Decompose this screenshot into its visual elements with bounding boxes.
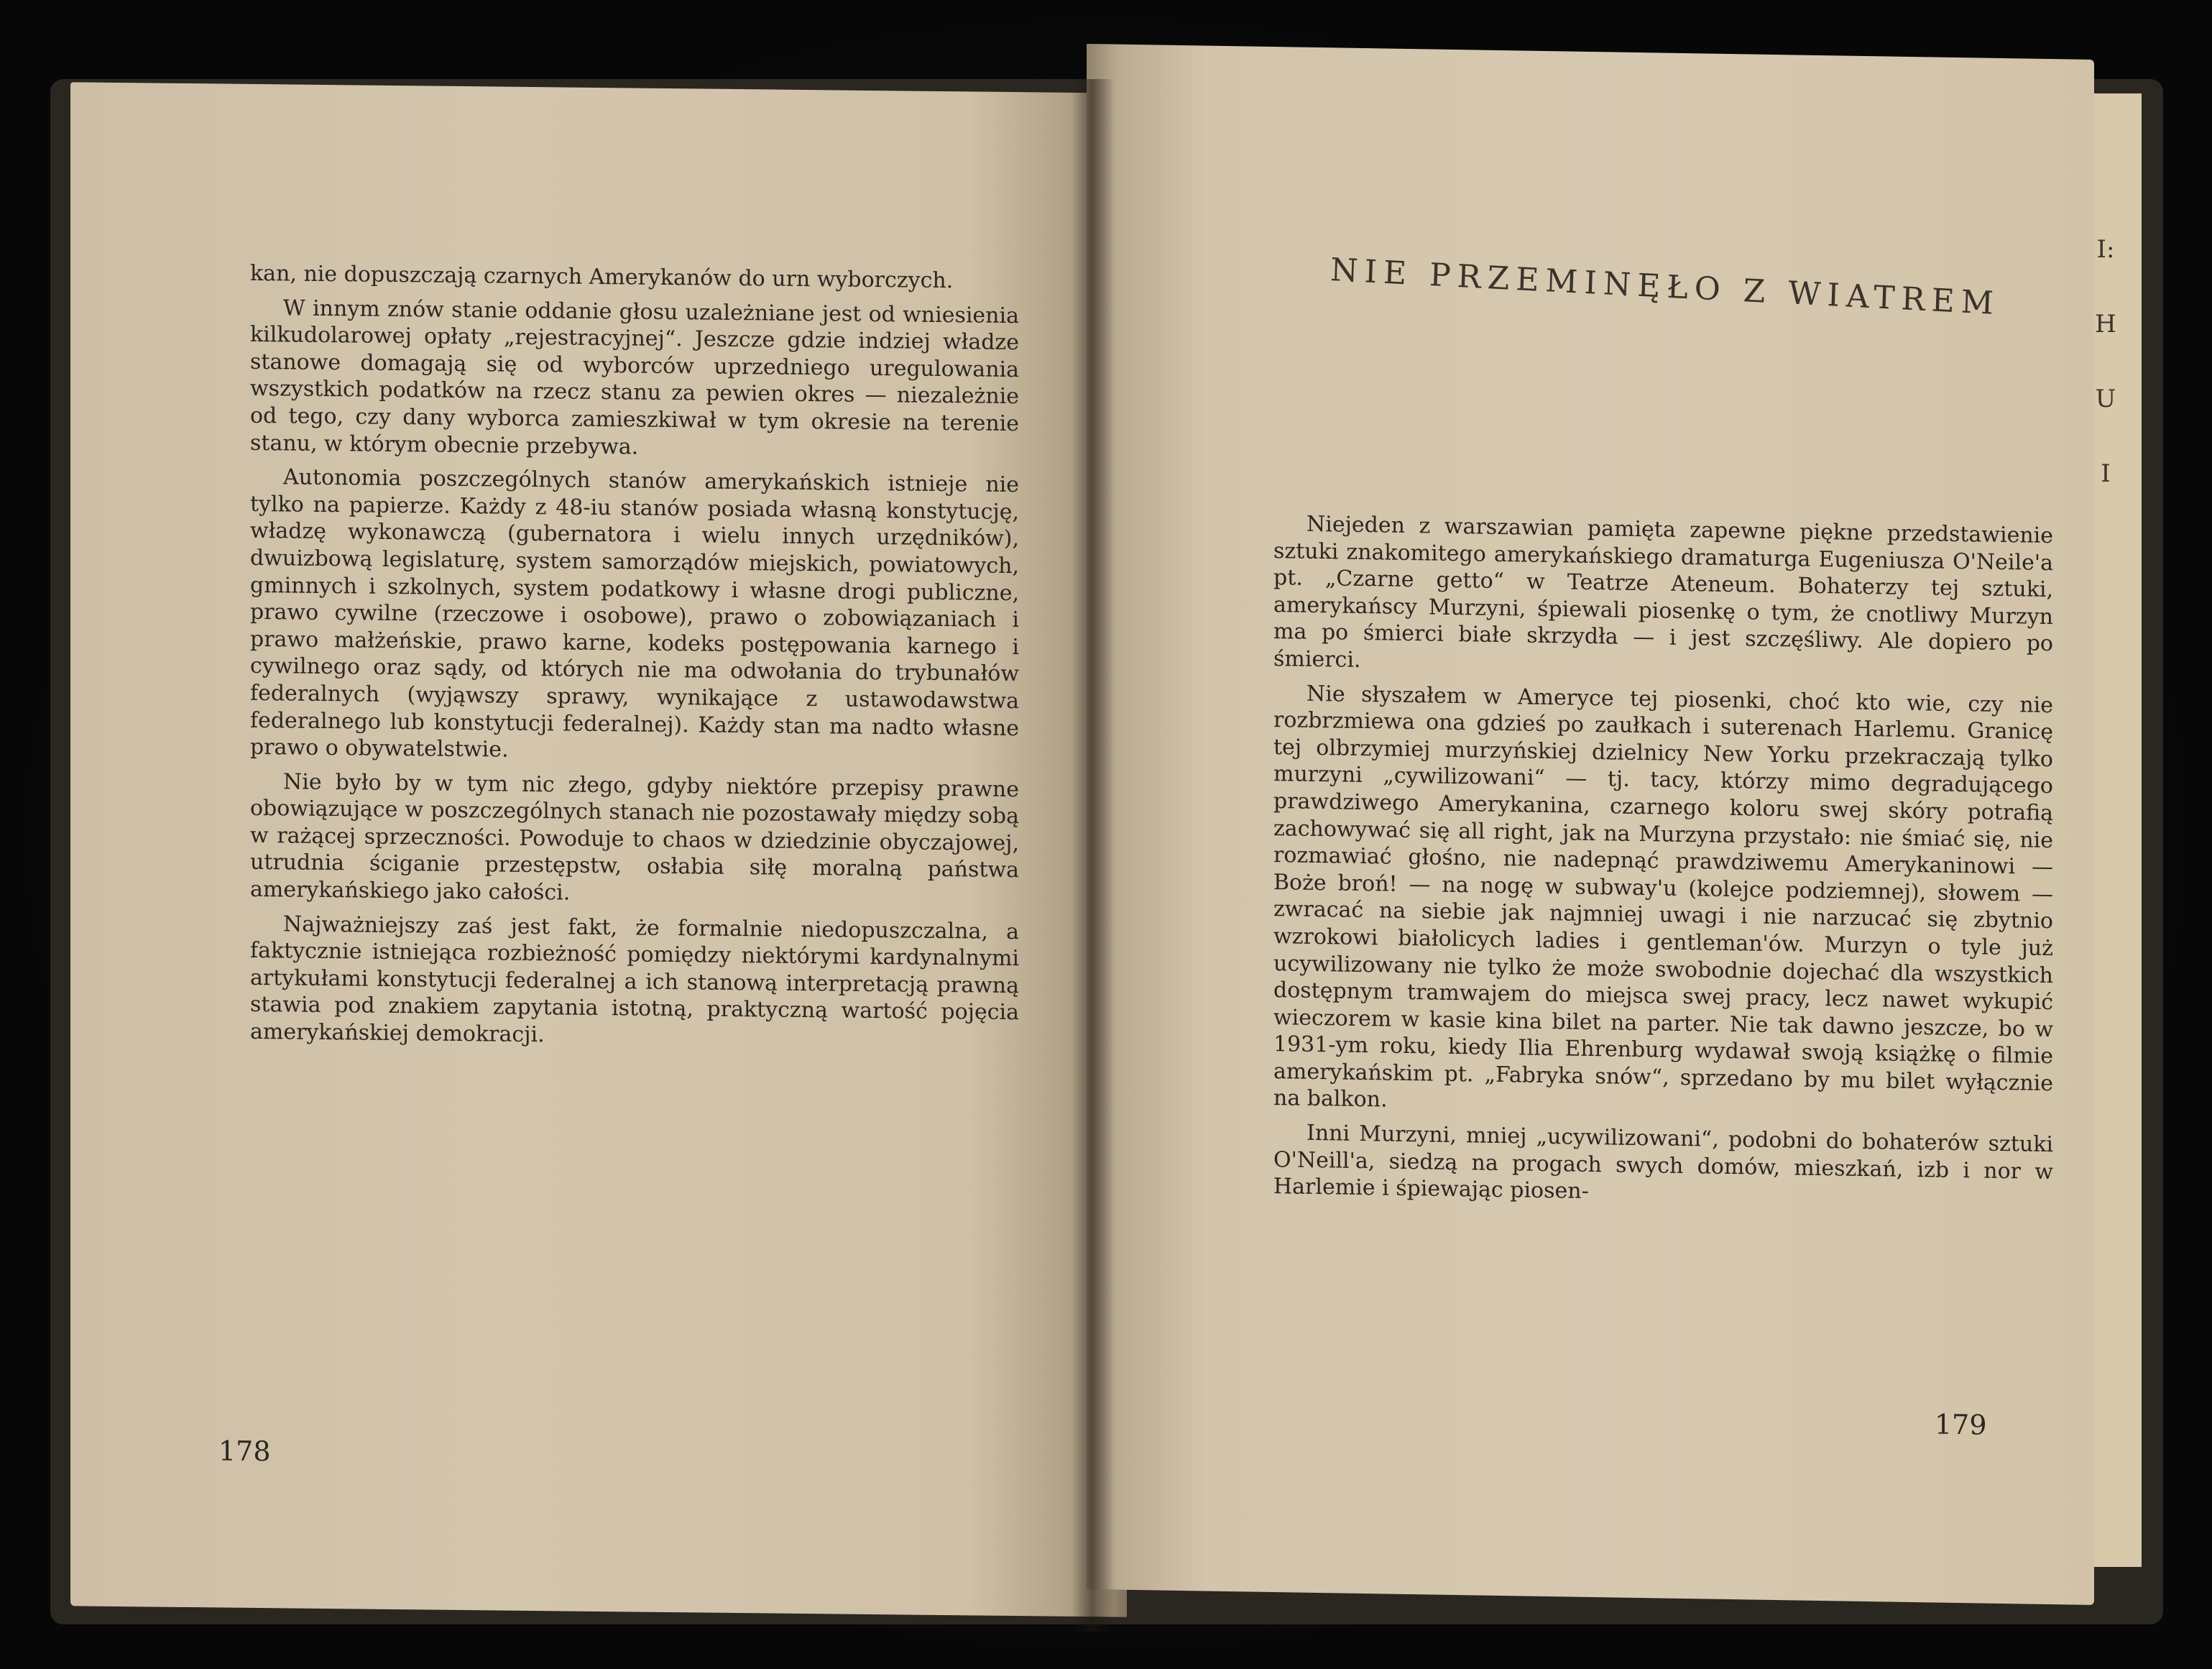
edge-letter: I [2101,459,2111,488]
book-spine-gutter [1071,79,1114,1632]
edge-letter: U [2095,385,2116,413]
chapter-title: NIE PRZEMINĘŁO Z WIATREM [1329,252,2001,323]
paragraph: kan, nie dopuszczają czarnych Amerykanów do urn wyborczych. [250,260,954,294]
paragraph: Inni Murzyni, mniej „ucywilizowani“, podobni do bohaterów sztuki O'Neill'a, siedzą na progach swych domów, mieszkań, izb i nor w Harlemie i śpiewając piosen- [1273,1120,2053,1205]
left-page [70,82,1127,1617]
paragraph: Niejeden z warszawian pamięta zapewne piękne przedstawienie sztuki znakomitego amerykańskiego dramaturga Eugeniusza O'Neile'a pt. „Czarne getto“ w Teatrze Ateneum. Bohaterzy tej sztuki, amerykańscy Murzyni, śpiewali piosenkę o tym, że cnotliwy Murzyn ma po śmierci białe skrzydła — i jest szczęśliwy. Ale dopiero po śmierci. [1273,511,2053,673]
left-page-body [250,260,1019,1061]
paragraph: Najważniejszy zaś jest fakt, że formalnie niedopuszczalna, a faktycznie istniejąca rozbieżność pomiędzy niektórymi kardynalnymi artykułami konstytucji federalnej a ich stanową interpretacją prawną stawia pod znakiem zapytania istotną, praktyczną wartość pojęcia amerykańskiej demokracji. [250,911,1019,1048]
edge-letter: I: [2096,235,2115,264]
edge-letter: H [2095,310,2116,339]
paragraph: W innym znów stanie oddanie głosu uzależniane jest od wniesienia kilkudolarowej opłaty „rejestracyjnej“. Jeszcze gdzie indziej władze stanowe domagają się od wyborców uprzedniego uregulowania wszystkich podatków na rzecz stanu za pewien okres — niezależnie od tego, czy dany wyborca zamieszkiwał w tym okresie na terenie stanu, w którym obecnie przebywa. [250,295,1019,460]
paragraph: Nie słyszałem w Ameryce tej piosenki, choć kto wie, czy nie rozbrzmiewa ona gdzieś po zaułkach i suterenach Harlemu. Granicę tej olbrzymiej murzyńskiej dzielnicy New Yorku przekraczają tylko murzyni „cywilizowani“ — tj. tacy, którzy mimo degradującego prawdziwego Amerykanina, czarnego koloru swej skóry potrafią zachowywać się all right, jak na Murzyna przystało: nie śmiać się, nie rozmawiać głośno, nie nadepnąć prawdziwemu Amerykaninowi — Boże broń! — na nogę w subway'u (kolejce podziemnej), słowem — zwracać na siebie jak najmniej uwagi i nie narzucać się zbytnio wzrokowi białolicych ladies i gentleman'ów. Murzyn o tyle już ucywilizowany nie tylko że może swobodnie dojechać dla wszystkich dostępnym tramwajem do miejsca swej pracy, lecz nawet wykupić wieczorem w kasie kina bilet na parter. Nie tak dawno jeszcze, bo w 1931-ym roku, kiedy Ilia Ehrenburg wydawał swoją książkę o filmie amerykańskim pt. „Fabryka snów“, sprzedano by mu bilet wyłącznie na balkon. [1273,681,2053,1113]
right-page-body [1273,510,2053,1220]
page-number: 179 [1935,1408,1987,1441]
paragraph: Autonomia poszczególnych stanów amerykańskich istnieje nie tylko na papierze. Każdy z 48-iu stanów posiada własną konstytucję, władzę wykonawczą (gubernatora i wielu innych urzędników), dwuizbową legislaturę, system samorządów miejskich, powiatowych, gminnych i szkolnych, system podatkowy i własne drogi publiczne, prawo cywilne (rzeczowe i osobowe), prawo o zobowiązaniach i prawo małżeńskie, prawo karne, kodeks postępowania karnego i cywilnego oraz sądy, od których nie ma odwołania do trybunałów federalnych (wyjąwszy sprawy, wynikające z ustawodawstwa federalnego lub konstytucji federalnej). Każdy stan ma nadto własne prawo o obywatelstwie. [250,464,1019,763]
right-page [1087,44,2094,1605]
page-number: 178 [218,1435,271,1468]
paragraph: Nie było by w tym nic złego, gdyby niektóre przepisy prawne obowiązujące w poszczególnych stanach nie pozostawały między sobą w rażącej sprzeczności. Powoduje to chaos w dziedzinie obyczajowej, utrudnia ściganie przestępstw, osłabia siłę moralną państwa amerykańskiego jako całości. [250,769,1019,906]
